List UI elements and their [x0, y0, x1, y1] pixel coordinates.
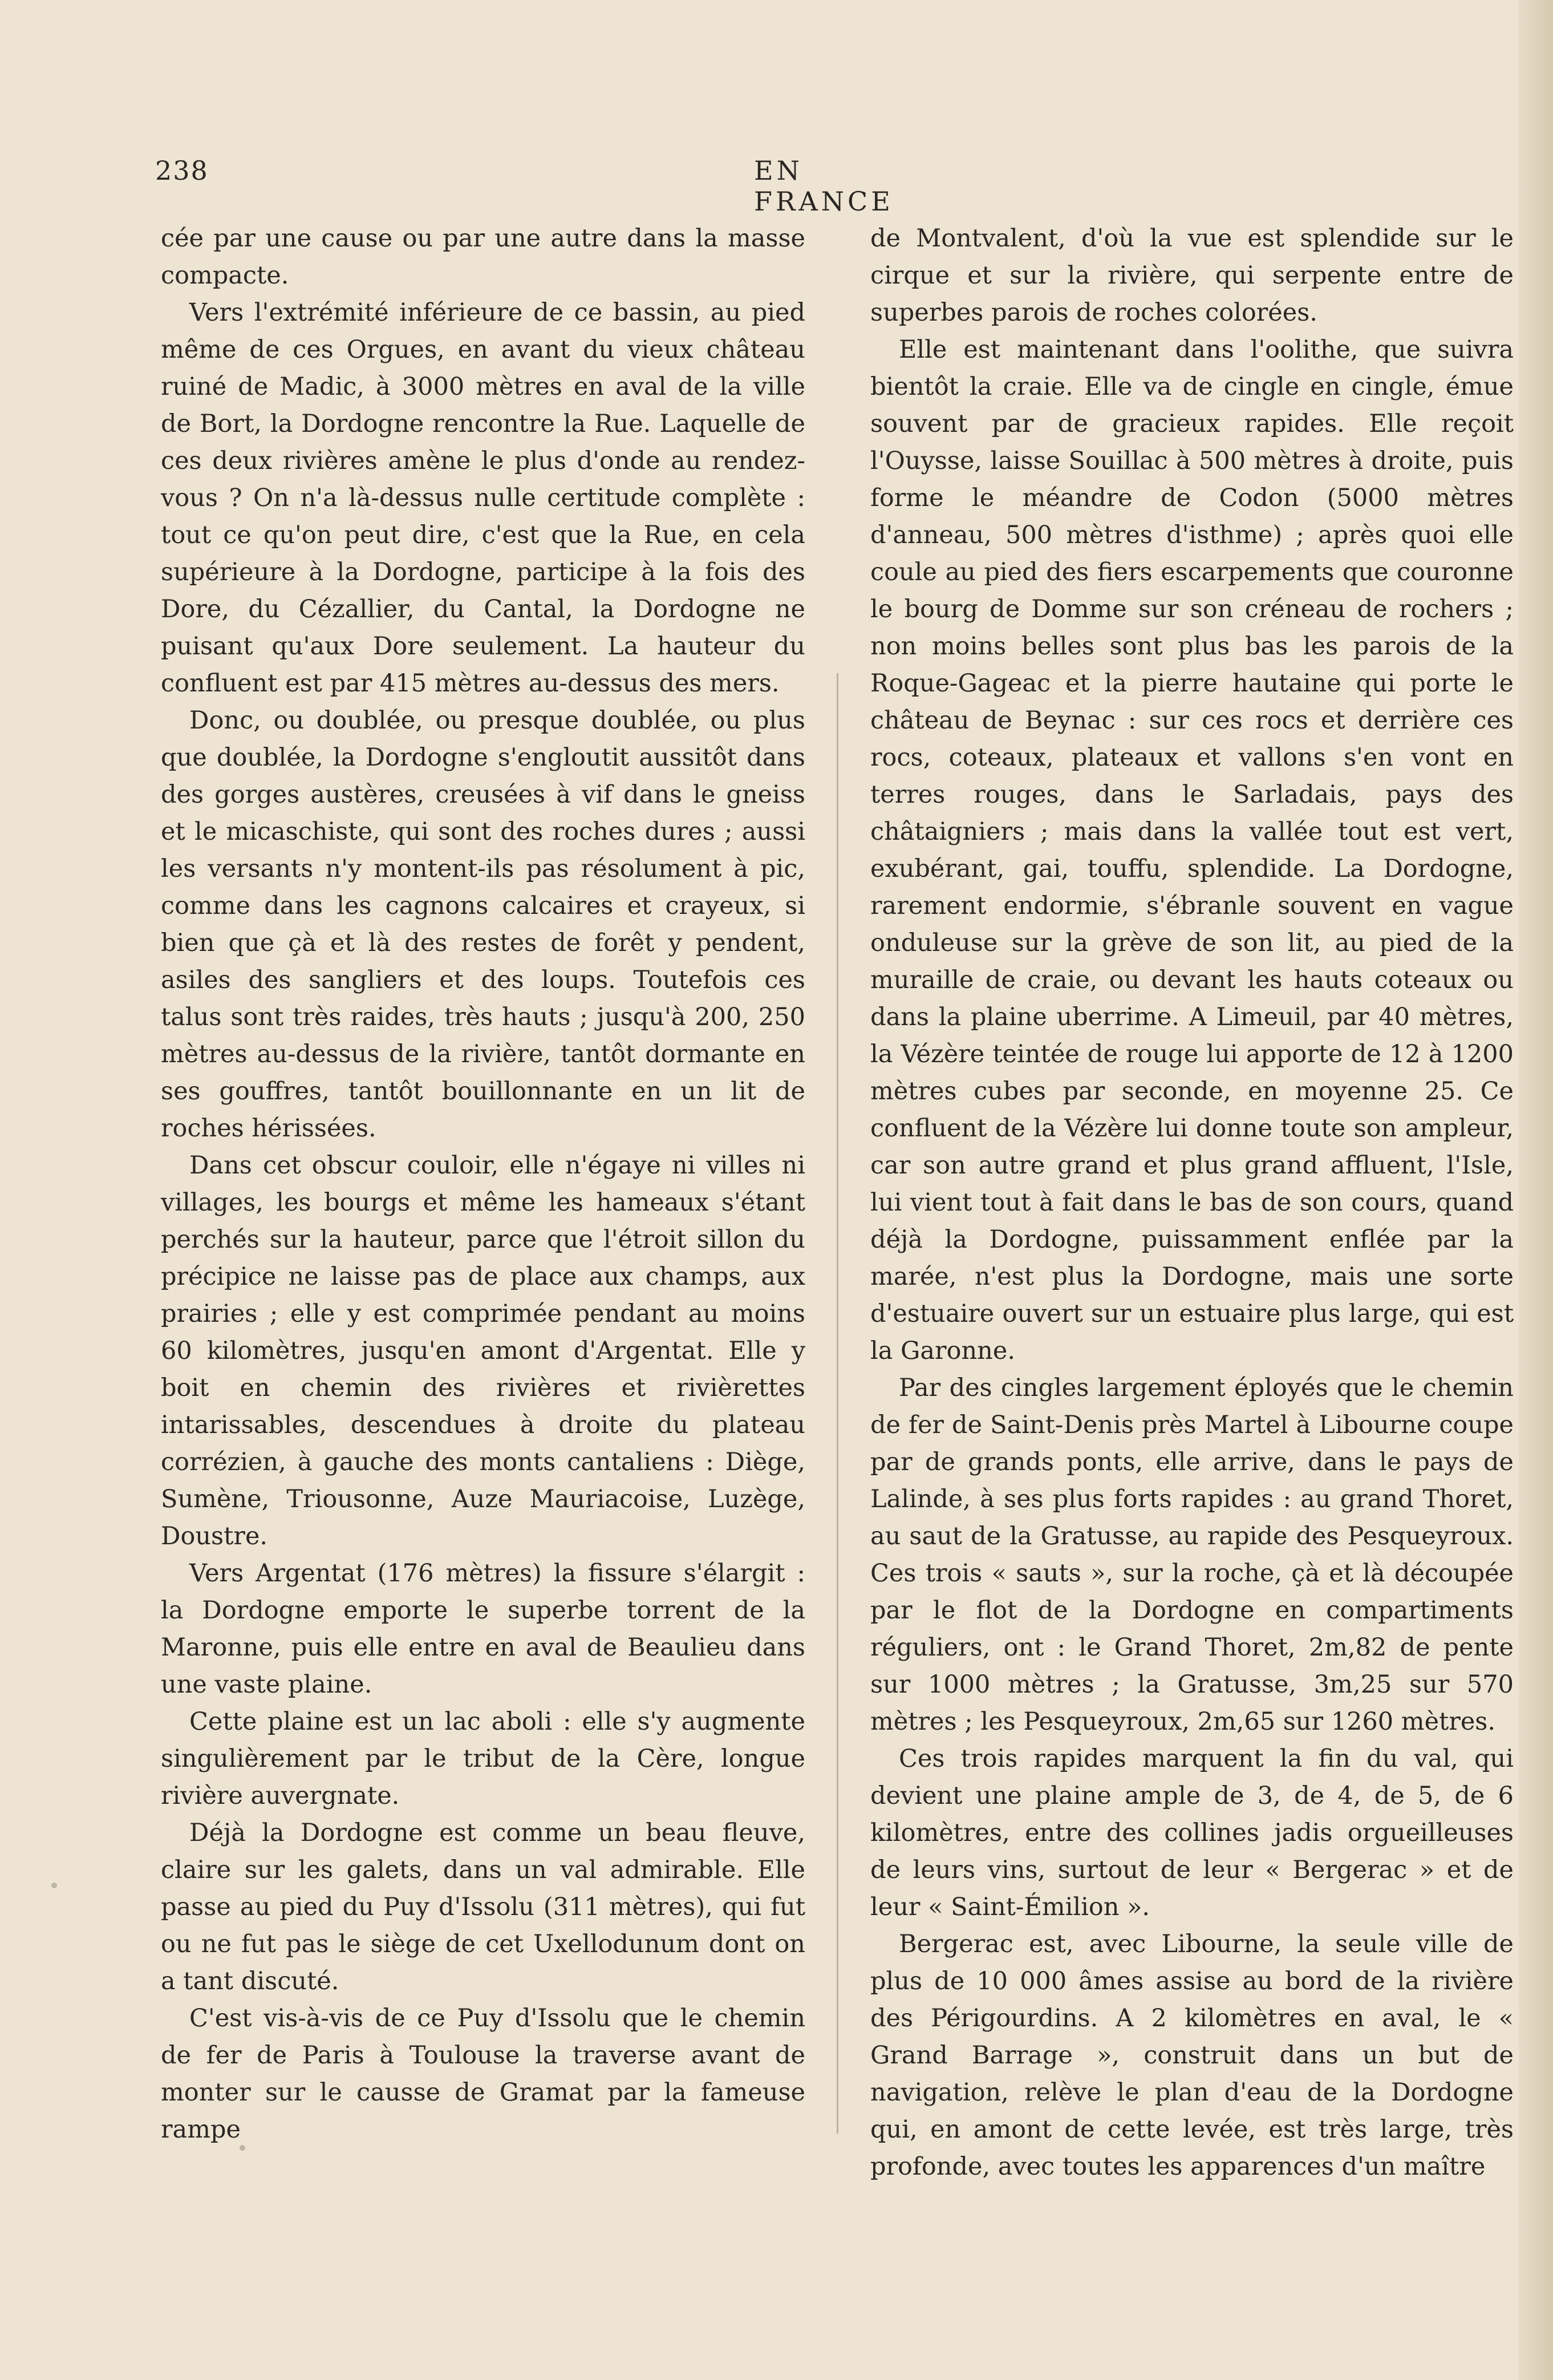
paragraph: Cette plaine est un lac aboli : elle s'y augmente singulièrement par le tribut de la Cère, longue rivière auvergnate.: [161, 1707, 805, 1810]
paragraph: Bergerac est, avec Libourne, la seule ville de plus de 10 000 âmes assise au bord de la rivière des Périgourdins. A 2 kilomètres en aval, le « Grand Barrage », construit dans un but de navigation, relève le plan d'eau de la Dordogne qui, en amont de cette levée, est très large, très profonde, avec toutes les apparences d'un maître: [870, 1930, 1514, 2181]
paragraph: Vers l'extrémité inférieure de ce bassin, au pied même de ces Orgues, en avant du vieux château ruiné de Madic, à 3000 mètres en aval de la ville de Bort, la Dordogne rencontre la Rue. Laquelle de ces deux rivières amène le plus d'onde au rendez-vous ? On n'a là-dessus nulle certitude complète : tout ce qu'on peut dire, c'est que la Rue, en cela supérieure à la Dordogne, participe à la fois des Dore, du Cézallier, du Cantal, la Dordogne ne puisant qu'aux Dore seulement. La hauteur du confluent est par 415 mètres au-dessus des mers.: [161, 298, 805, 698]
paragraph: Ces trois rapides marquent la fin du val, qui devient une plaine ample de 3, de 4, de 5, de 6 kilomètres, entre des collines jadis orgueilleuses de leurs vins, surtout de leur « Bergerac » et de leur « Saint-Émilion ».: [870, 1744, 1514, 1921]
paragraph: Déjà la Dordogne est comme un beau fleuve, claire sur les galets, dans un val admirable. Elle passe au pied du Puy d'Issolu (311 mètres), qui fut ou ne fut pas le siège de cet Uxellodunum dont on a tant discuté.: [161, 1819, 805, 1996]
page-number: 238: [155, 155, 209, 186]
right-text-column: [870, 220, 1514, 2185]
paper-speck: [51, 1883, 57, 1888]
paragraph: cée par une cause ou par une autre dans la masse compacte.: [161, 224, 805, 290]
paragraph: Vers Argentat (176 mètres) la fissure s'élargit : la Dordogne emporte le superbe torrent de la Maronne, puis elle entre en aval de Beaulieu dans une vaste plaine.: [161, 1559, 805, 1699]
paragraph: C'est vis-à-vis de ce Puy d'Issolu que le chemin de fer de Paris à Toulouse la traverse avant de monter sur le causse de Gramat par la fameuse rampe: [161, 2004, 805, 2144]
paper-speck: [240, 2145, 245, 2151]
paragraph: Par des cingles largement éployés que le chemin de fer de Saint-Denis près Martel à Libourne coupe par de grands ponts, elle arrive, dans le pays de Lalinde, à ses plus forts rapides : au grand Thoret, au saut de la Gratusse, au rapide des Pesqueyroux. Ces trois « sauts », sur la roche, çà et là découpée par le flot de la Dordogne en compartiments réguliers, ont : le Grand Thoret, 2m,82 de pente sur 1000 mètres ; la Gratusse, 3m,25 sur 570 mètres ; les Pesqueyroux, 2m,65 sur 1260 mètres.: [870, 1374, 1514, 1736]
column-divider: [837, 673, 838, 2134]
page-edge: [1519, 0, 1553, 2380]
paragraph: Donc, ou doublée, ou presque doublée, ou plus que doublée, la Dordogne s'engloutit aussitôt dans des gorges austères, creusées à vif dans le gneiss et le micaschiste, qui sont des roches dures ; aussi les versants n'y montent-ils pas résolument à pic, comme dans les cagnons calcaires et crayeux, si bien que çà et là des restes de forêt y pendent, asiles des sangliers et des loups. Toutefois ces talus sont très raides, très hauts ; jusqu'à 200, 250 mètres au-dessus de la rivière, tantôt dormante en ses gouffres, tantôt bouillonnante en un lit de roches hérissées.: [161, 706, 805, 1143]
paragraph: Dans cet obscur couloir, elle n'égaye ni villes ni villages, les bourgs et même les hameaux s'étant perchés sur la hauteur, parce que l'étroit sillon du précipice ne laisse pas de place aux champs, aux prairies ; elle y est comprimée pendant au moins 60 kilomètres, jusqu'en amont d'Argentat. Elle y boit en chemin des rivières et rivièrettes intarissables, descendues à droite du plateau corrézien, à gauche des monts cantaliens : Diège, Sumène, Triousonne, Auze Mauriacoise, Luzège, Doustre.: [161, 1151, 805, 1551]
page-header: [155, 155, 931, 217]
paragraph: Elle est maintenant dans l'oolithe, que suivra bientôt la craie. Elle va de cingle en cingle, émue souvent par de gracieux rapides. Elle reçoit l'Ouysse, laisse Souillac à 500 mètres à droite, puis forme le méandre de Codon (5000 mètres d'anneau, 500 mètres d'isthme) ; après quoi elle coule au pied des fiers escarpements que couronne le bourg de Domme sur son créneau de rochers ; non moins belles sont plus bas les parois de la Roque-Gageac et la pierre hautaine qui porte le château de Beynac : sur ces rocs et derrière ces rocs, coteaux, plateaux et vallons s'en vont en terres rouges, dans le Sarladais, pays des châtaigniers ; mais dans la vallée tout est vert, exubérant, gai, touffu, splendide. La Dordogne, rarement endormie, s'ébranle souvent en vague onduleuse sur la grève de son lit, au pied de la muraille de craie, ou devant les hauts coteaux ou dans la plaine uberrime. A Limeuil, par 40 mètres, la Vézère teintée de rouge lui apporte de 12 à 1200 mètres cubes par seconde, en moyenne 25. Ce confluent de la Vézère lui donne toute son ampleur, car son autre grand et plus grand affluent, l'Isle, lui vient tout à fait dans le bas de son cours, quand déjà la Dordogne, puissamment enflée par la marée, n'est plus la Dordogne, mais une sorte d'estuaire ouvert sur un estuaire plus large, qui est la Garonne.: [870, 335, 1514, 1365]
running-title: EN FRANCE: [754, 155, 894, 217]
paragraph: de Montvalent, d'où la vue est splendide sur le cirque et sur la rivière, qui serpente entre de superbes parois de roches colorées.: [870, 224, 1514, 327]
left-text-column: [161, 220, 805, 2148]
